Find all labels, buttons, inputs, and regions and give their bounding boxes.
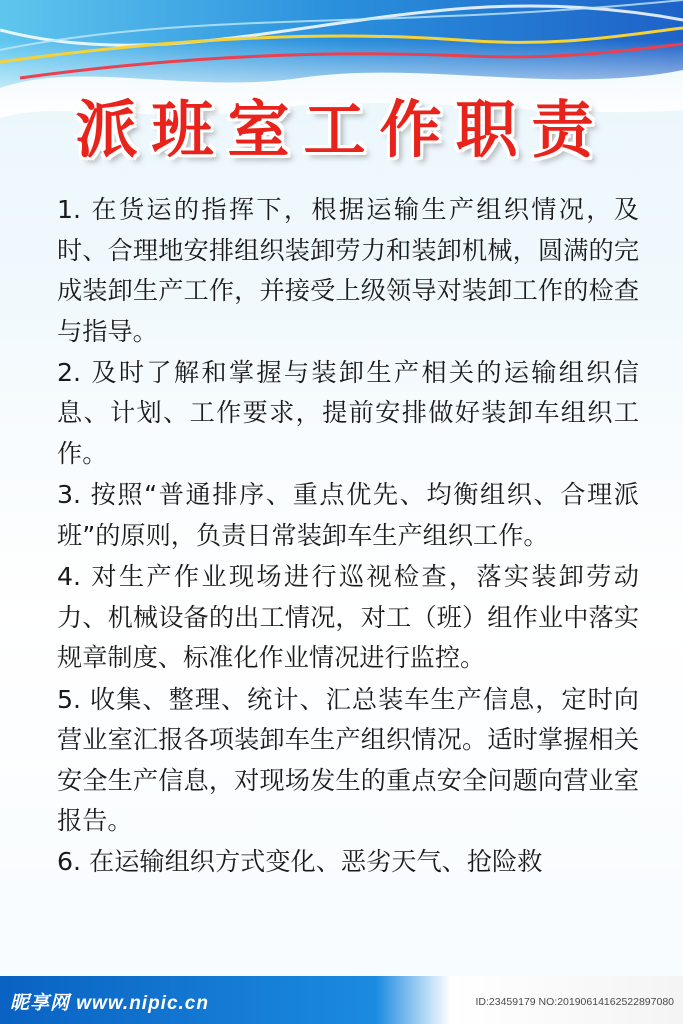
duty-item: 6. 在运输组织方式变化、恶劣天气、抢险救 <box>57 847 543 877</box>
watermark-logo: 昵享网 www.nipic.cn <box>10 993 209 1014</box>
duty-list <box>57 190 639 884</box>
duty-item: 4. 对生产作业现场进行巡视检查，落实装卸劳动力、机械设备的出工情况，对工（班）组作业中落实规章制度、标准化作业情况进行监控。 <box>57 562 639 673</box>
page-title: 派班室工作职责 <box>75 93 608 166</box>
duty-item: 1. 在货运的指挥下，根据运输生产组织情况，及时、合理地安排组织装卸劳力和装卸机械，圆满的完成装卸生产工作，并接受上级领导对装卸工作的检查与指导。 <box>57 195 639 346</box>
image-id-stamp: ID:23459179 NO:20190614162522897080 <box>475 996 674 1008</box>
duty-item: 3. 按照“普通排序、重点优先、均衡组织、合理派班”的原则，负责日常装卸车生产组织工作。 <box>57 480 639 550</box>
duty-item: 5. 收集、整理、统计、汇总装车生产信息，定时向营业室汇报各项装卸车生产组织情况。适时掌握相关安全生产信息，对现场发生的重点安全问题向营业室报告。 <box>57 684 639 836</box>
duty-item: 2. 及时了解和掌握与装卸生产相关的运输组织信息、计划、工作要求，提前安排做好装卸车组织工作。 <box>57 357 639 468</box>
